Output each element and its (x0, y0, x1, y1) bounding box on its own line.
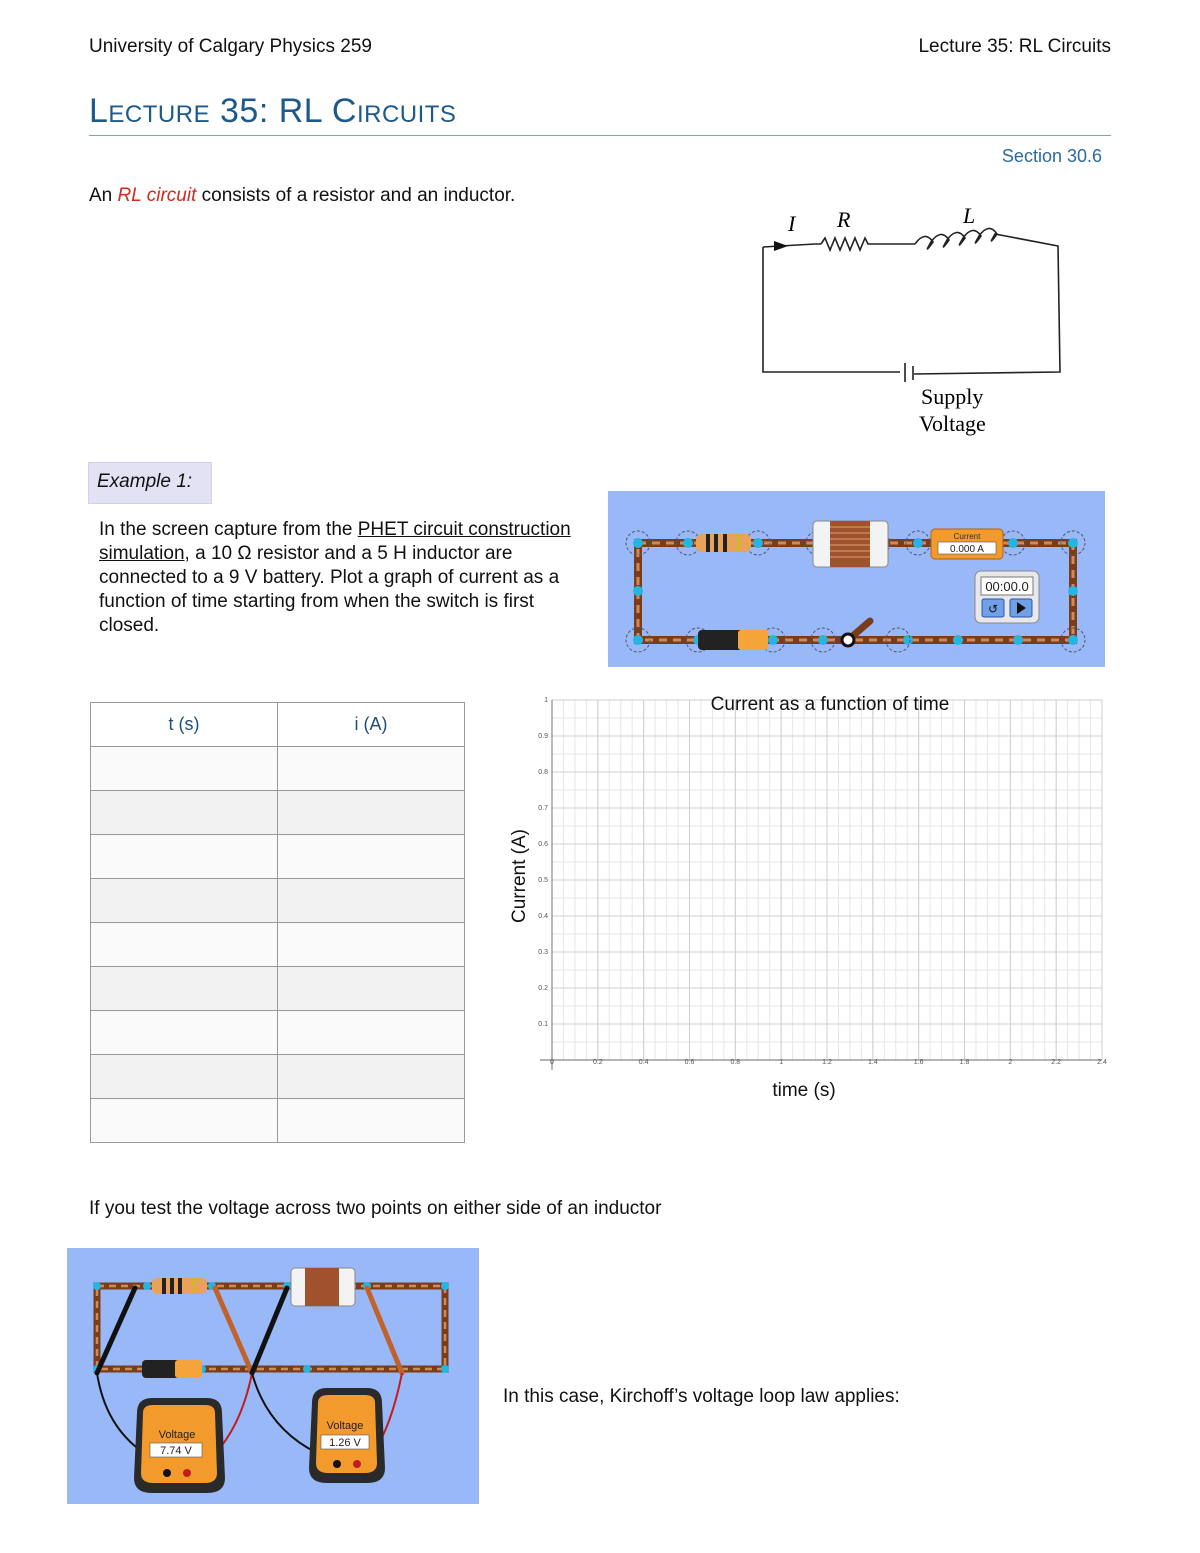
x-tick-label: 1 (779, 1059, 784, 1066)
probe-black-1[interactable] (97, 1288, 135, 1373)
probe-black-2[interactable] (252, 1288, 287, 1373)
voltmeter-2[interactable] (309, 1388, 385, 1483)
reset-icon: ↺ (987, 602, 999, 616)
chart-y-ticks (538, 697, 548, 1028)
voltmeter-1-title: Voltage (158, 1429, 196, 1441)
time-cell[interactable] (91, 1055, 278, 1099)
time-cell[interactable] (91, 835, 278, 879)
probe-red-2[interactable] (367, 1288, 402, 1373)
time-cell[interactable] (91, 747, 278, 791)
x-tick-label: 2.4 (1097, 1059, 1107, 1066)
table-row (91, 1099, 465, 1143)
example-label: Example 1: (97, 471, 193, 492)
phet-circuit-2 (67, 1248, 479, 1504)
battery-icon[interactable] (698, 630, 768, 650)
current-cell[interactable] (278, 879, 465, 923)
table-row (91, 923, 465, 967)
y-tick-label: 0.5 (538, 877, 548, 884)
example-text (99, 518, 599, 638)
x-tick-label: 1.8 (959, 1059, 970, 1066)
current-cell[interactable] (278, 835, 465, 879)
page-title: Lecture 35: RL Circuits (89, 92, 457, 130)
column-header-current: i (A) (278, 703, 465, 747)
battery-icon[interactable] (142, 1360, 202, 1378)
x-tick-label: 2 (1008, 1059, 1013, 1066)
x-tick-label: 0.2 (592, 1059, 603, 1066)
table-row (91, 747, 465, 791)
phet-screenshot-rl (608, 491, 1105, 667)
current-cell[interactable] (278, 1099, 465, 1143)
time-cell[interactable] (91, 791, 278, 835)
example-text-2: , a 10 Ω resistor and a 5 H inductor are connected to a 9 V battery. Plot a graph of current as a function of time starting from when the switch is first closed. (99, 543, 560, 636)
intro-text (89, 185, 515, 207)
current-cell[interactable] (278, 1011, 465, 1055)
time-cell[interactable] (91, 1011, 278, 1055)
title-rule (89, 135, 1111, 136)
y-tick-label: 0.9 (538, 733, 548, 740)
y-tick-label: 0.7 (538, 805, 548, 812)
table-row (91, 835, 465, 879)
y-tick-label: 0.2 (538, 985, 548, 992)
inductor-icon[interactable] (291, 1268, 355, 1306)
supply-label-line2: Voltage (919, 411, 986, 436)
supply-label-line1: Supply (921, 384, 984, 409)
x-tick-label: 1.4 (867, 1059, 878, 1066)
time-cell[interactable] (91, 967, 278, 1011)
inductor-icon[interactable] (813, 521, 888, 567)
inductor-label: L (963, 203, 976, 228)
current-cell[interactable] (278, 747, 465, 791)
y-tick-label: 0.4 (538, 913, 548, 920)
phet-screenshot-voltmeters (67, 1248, 479, 1504)
chart-major-grid (540, 700, 1102, 1070)
voltmeter-2-title: Voltage (326, 1420, 364, 1432)
kirchhoff-text: In this case, Kirchoff’s voltage loop law applies: (503, 1386, 900, 1407)
inductor-voltage-text: If you test the voltage across two points on either side of an inductor (89, 1198, 662, 1219)
y-tick-label: 0.3 (538, 949, 548, 956)
voltmeter-1-value: 7.74 V (160, 1445, 192, 1457)
y-tick-label: 1 (544, 697, 548, 704)
x-tick-label: 2.2 (1051, 1059, 1062, 1066)
resistor-label: R (837, 207, 851, 232)
phet-circuit-1 (608, 491, 1105, 667)
time-cell[interactable] (91, 923, 278, 967)
voltmeter-2-value: 1.26 V (329, 1437, 361, 1449)
rl-circuit-diagram (755, 200, 1075, 440)
table-header-row (91, 703, 465, 747)
table-row (91, 967, 465, 1011)
x-tick-label: 0.8 (730, 1059, 741, 1066)
chart-x-label: time (s) (772, 1080, 836, 1101)
current-cell[interactable] (278, 791, 465, 835)
y-tick-label: 0.6 (538, 841, 548, 848)
chart-y-label: Current (A) (509, 829, 530, 923)
intro-prefix: An (89, 185, 118, 206)
stopwatch-time: 00:00.0 (985, 579, 1029, 594)
stopwatch[interactable] (975, 571, 1039, 623)
table-row (91, 791, 465, 835)
data-table (90, 702, 465, 1143)
time-cell[interactable] (91, 879, 278, 923)
intro-term: RL circuit (117, 185, 197, 206)
y-tick-label: 0.1 (538, 1021, 548, 1028)
resistor-icon[interactable] (696, 534, 751, 552)
x-tick-label: 0 (550, 1059, 554, 1066)
probe-red-1[interactable] (215, 1288, 252, 1373)
x-tick-label: 1.6 (913, 1059, 924, 1066)
x-tick-label: 0.4 (638, 1059, 649, 1066)
table-row (91, 1011, 465, 1055)
ammeter-value: 0.000 A (950, 544, 984, 555)
x-tick-label: 0.6 (684, 1059, 695, 1066)
current-vs-time-chart (490, 688, 1110, 1108)
current-cell[interactable] (278, 923, 465, 967)
resistor-icon[interactable] (152, 1278, 207, 1294)
x-tick-label: 1.2 (822, 1059, 832, 1066)
example-text-1: In the screen capture from the (99, 519, 358, 540)
header-lecture: Lecture 35: RL Circuits (918, 36, 1111, 57)
current-label: I (788, 211, 796, 236)
section-reference: Section 30.6 (1001, 146, 1102, 166)
ammeter[interactable] (931, 529, 1003, 559)
time-cell[interactable] (91, 1099, 278, 1143)
column-header-time: t (s) (91, 703, 278, 747)
phet-link[interactable]: PHET circuit construction simulation (99, 519, 571, 564)
header-course: University of Calgary Physics 259 (89, 36, 372, 57)
current-cell[interactable] (278, 1055, 465, 1099)
intro-suffix: consists of a resistor and an inductor. (196, 185, 516, 206)
chart-title: Current as a function of time (710, 694, 950, 715)
ammeter-title: Current (953, 532, 981, 541)
table-row (91, 1055, 465, 1099)
table-row (91, 879, 465, 923)
y-tick-label: 0.8 (538, 769, 548, 776)
voltmeter-1[interactable] (134, 1398, 225, 1493)
current-cell[interactable] (278, 967, 465, 1011)
current-arrow (774, 241, 788, 251)
